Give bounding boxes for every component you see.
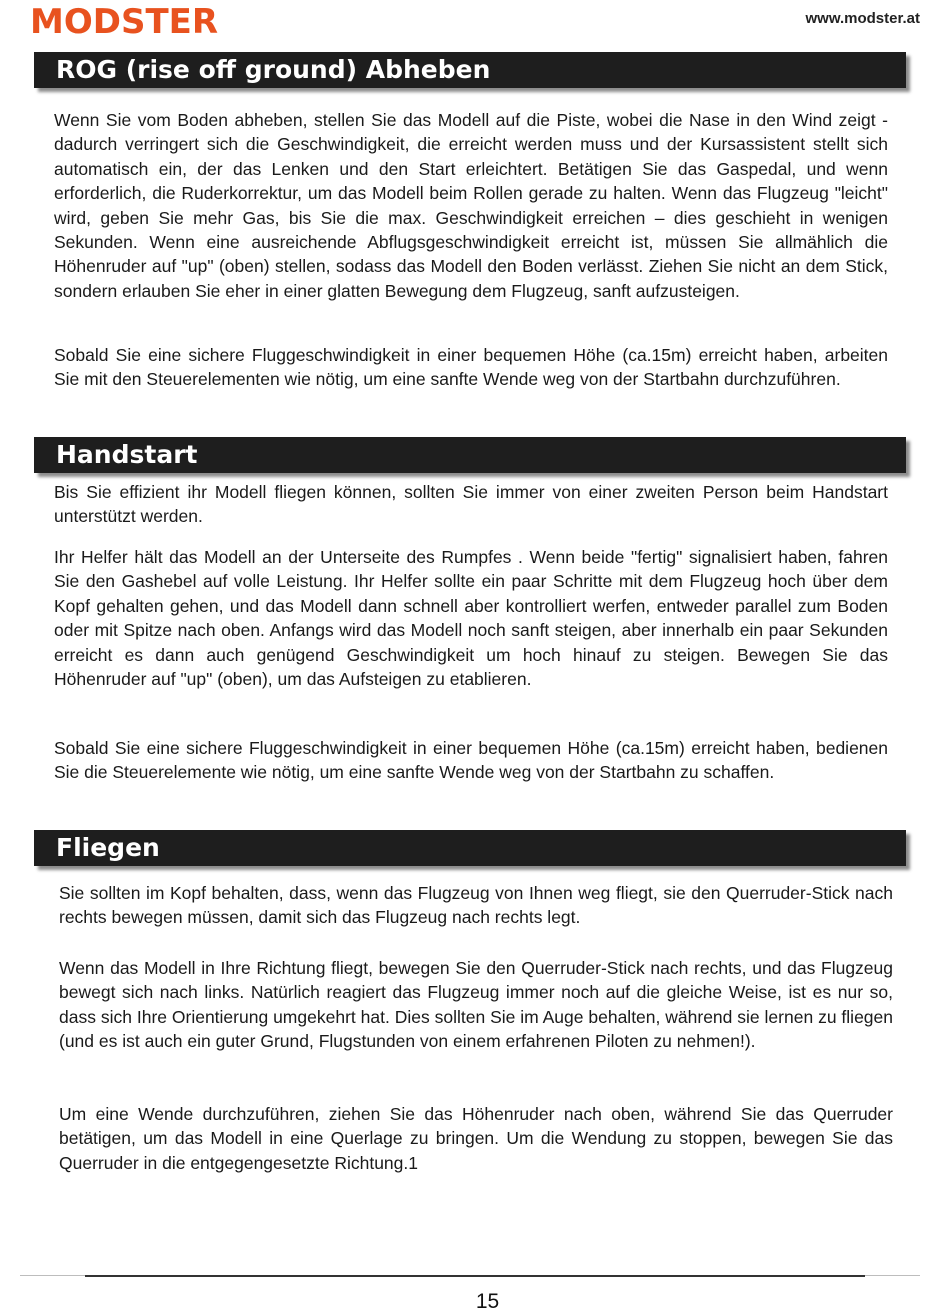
paragraph: Wenn das Modell in Ihre Richtung fliegt, bewegen Sie den Querruder-Stick nach rechts, und das Flugzeug bewegt sich nach links. Natürlich reagiert das Flugzeug immer noch auf die gleiche Weise, ist es nur so, dass sich Ihre Orientierung umgekehrt hat. Dies sollten Sie im Auge behalten, während sie lernen zu fliegen (und es ist auch ein guter Grund, Flugstunden von einem erfahrenen Piloten zu nehmen!). [59, 958, 893, 1052]
section-heading-handstart: Handstart [34, 437, 906, 473]
footer-divider-accent [85, 1275, 865, 1277]
section-heading-fliegen: Fliegen [34, 830, 906, 866]
website-url: www.modster.at [805, 10, 920, 27]
paragraph: Sobald Sie eine sichere Fluggeschwindigkeit in einer bequemen Höhe (ca.15m) erreicht haben, bedienen Sie die Steuerelemente wie nötig, um eine sanfte Wende weg von der Startbahn zu schaffen. [54, 738, 888, 783]
paragraph: Sobald Sie eine sichere Fluggeschwindigkeit in einer bequemen Höhe (ca.15m) erreicht haben, arbeiten Sie mit den Steuerelementen wie nötig, um eine sanfte Wende weg von der Startbahn durchzuführen. [54, 345, 888, 390]
paragraph: Wenn Sie vom Boden abheben, stellen Sie das Modell auf die Piste, wobei die Nase in den Wind zeigt - dadurch verringert sich die Geschwindigkeit, die erreicht werden muss und der Kursassistent stellt sich automatisch ein, der das Lenken und den Start erleichtert. Betätigen Sie das Gaspedal, und wenn erforderlich, die Ruderkorrektur, um das Modell beim Rollen gerade zu halten. Wenn das Flugzeug "leicht" wird, geben Sie mehr Gas, bis Sie die max. Geschwindigkeit erreichen – dies geschieht in wenigen Sekunden. Wenn eine ausreichende Abflugsgeschwindigkeit erreicht ist, müssen Sie allmählich die Höhenruder auf "up" (oben) stellen, sodass das Modell den Boden verlässt. Ziehen Sie nicht an dem Stick, sondern erlauben Sie eher in einer glatten Bewegung dem Flugzeug, sanft aufzusteigen. [54, 110, 888, 301]
paragraph: Sie sollten im Kopf behalten, dass, wenn das Flugzeug von Ihnen weg fliegt, sie den Querruder-Stick nach rechts bewegen müssen, damit sich das Flugzeug nach rechts legt. [59, 883, 893, 928]
paragraph: Bis Sie effizient ihr Modell fliegen können, sollten Sie immer von einer zweiten Person beim Handstart unterstützt werden. [54, 482, 888, 527]
paragraph: Ihr Helfer hält das Modell an der Unterseite des Rumpfes . Wenn beide "fertig" signalisiert haben, fahren Sie den Gashebel auf volle Leistung. Ihr Helfer sollte ein paar Schritte mit dem Flugzeug hoch über dem Kopf gehalten gehen, und das Modell dann schnell aber kontrolliert werfen, entweder parallel zum Boden oder mit Spitze nach oben. Anfangs wird das Modell noch sanft steigen, aber innerhalb ein paar Sekunden erreicht es dann auch genügend Geschwindigkeit um hoch hinauf zu steigen. Bewegen Sie das Höhenruder auf "up" (oben), um das Aufsteigen zu etablieren. [54, 547, 888, 690]
paragraph: Um eine Wende durchzuführen, ziehen Sie das Höhenruder nach oben, während Sie das Querruder betätigen, um das Modell in eine Querlage zu bringen. Um die Wendung zu stoppen, bewegen Sie das Querruder in die entgegengesetzte Richtung.1 [59, 1104, 893, 1173]
page-number: 15 [475, 1290, 500, 1313]
brand-logo: MODSTER [30, 2, 219, 42]
section-heading-rog: ROG (rise off ground) Abheben [34, 52, 906, 88]
